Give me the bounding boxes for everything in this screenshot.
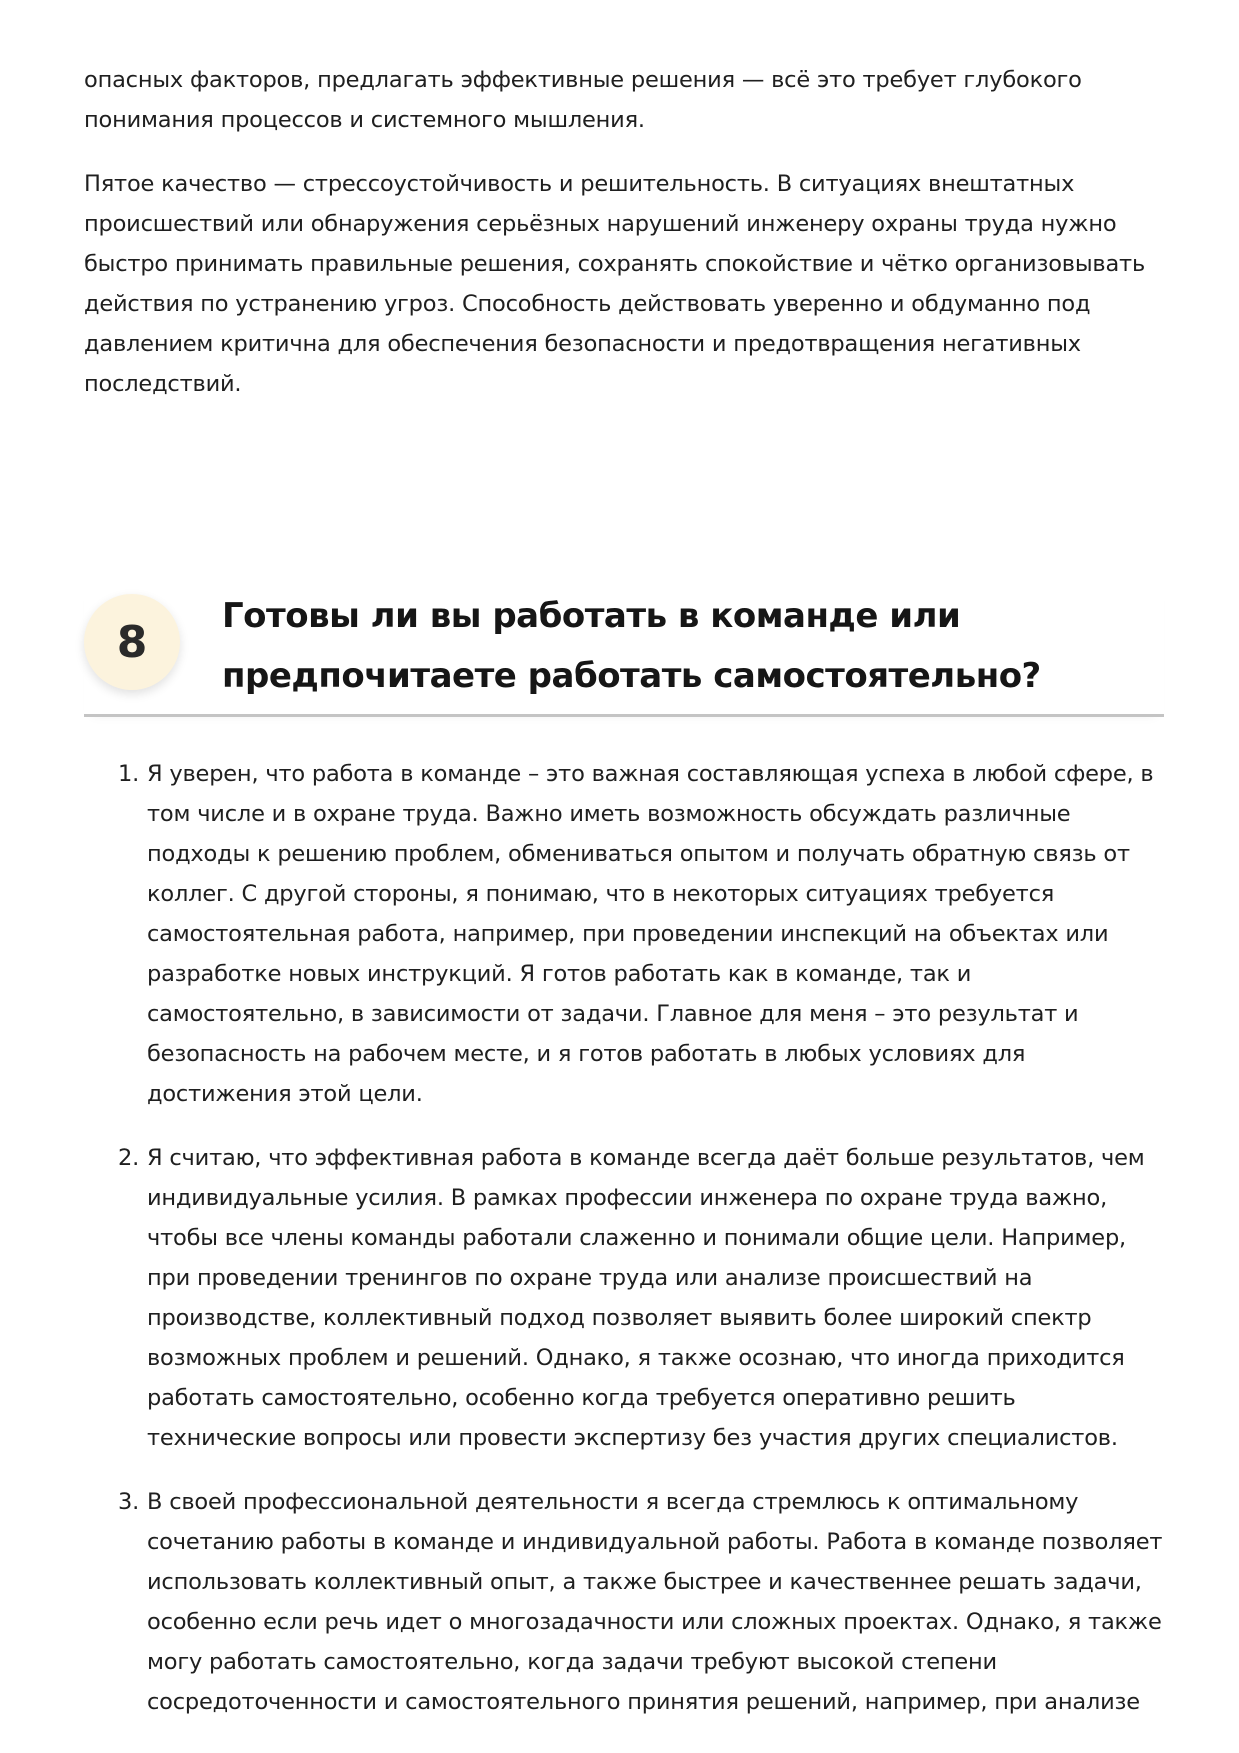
- question-number-badge: 8: [84, 594, 180, 690]
- question-header: [84, 582, 1164, 717]
- list-item-text: Я уверен, что работа в команде – это важная составляющая успеха в любой сфере, в том числе и в охране труда. Важно иметь возможность обсуждать различные подходы к решению проблем, обмениваться опытом и получать обратную связь от коллег. С другой стороны, я понимаю, что в некоторых ситуациях требуется самостоятельная работа, например, при проведении инспекций на объектах или разработке новых инструкций. Я готов работать как в команде, так и самостоятельно, в зависимости от задачи. Главное для меня – это результат и безопасность на рабочем месте, и я готов работать в любых условиях для достижения этой цели.: [147, 761, 1154, 1107]
- question-title: Готовы ли вы работать в команде или предпочитаете работать самостоятельно?: [222, 596, 1041, 696]
- list-item-text: Я считаю, что эффективная работа в команде всегда даёт больше результатов, чем индивидуальные усилия. В рамках профессии инженера по охране труда важно, чтобы все члены команды работали слаженно и понимали общие цели. Например, при проведении тренингов по охране труда или анализе происшествий на производстве, коллективный подход позволяет выявить более широкий спектр возможных проблем и решений. Однако, я также осознаю, что иногда приходится работать самостоятельно, особенно когда требуется оперативно решить технические вопросы или провести экспертизу без участия других специалистов.: [147, 1145, 1145, 1451]
- list-item: [84, 1138, 1164, 1458]
- list-item: [84, 754, 1164, 1114]
- list-item-number: 3.: [118, 1489, 140, 1515]
- list-item-number: 2.: [118, 1145, 140, 1171]
- list-item: [84, 1482, 1164, 1722]
- paragraph-fifth-quality: Пятое качество — стрессоустойчивость и решительность. В ситуациях внештатных происшествий или обнаружения серьёзных нарушений инженеру охраны труда нужно быстро принимать правильные решения, сохранять спокойствие и чётко организовывать действия по устранению угроз. Способность действовать уверенно и обдуманно под давлением критична для обеспечения безопасности и предотвращения негативных последствий.: [84, 171, 1146, 397]
- list-item-number: 1.: [118, 761, 140, 787]
- answer-list: [84, 754, 1164, 1746]
- paragraph-intro-continuation: опасных факторов, предлагать эффективные решения — всё это требует глубокого понимания процессов и системного мышления.: [84, 67, 1082, 133]
- list-item-text: В своей профессиональной деятельности я всегда стремлюсь к оптимальному сочетанию работы в команде и индивидуальной работы. Работа в команде позволяет использовать коллективный опыт, а также быстрее и качественнее решать задачи, особенно если речь идет о многозадачности или сложных проектах. Однако, я также могу работать самостоятельно, когда задачи требуют высокой степени сосредоточенности и самостоятельного принятия решений, например, при анализе: [147, 1489, 1163, 1715]
